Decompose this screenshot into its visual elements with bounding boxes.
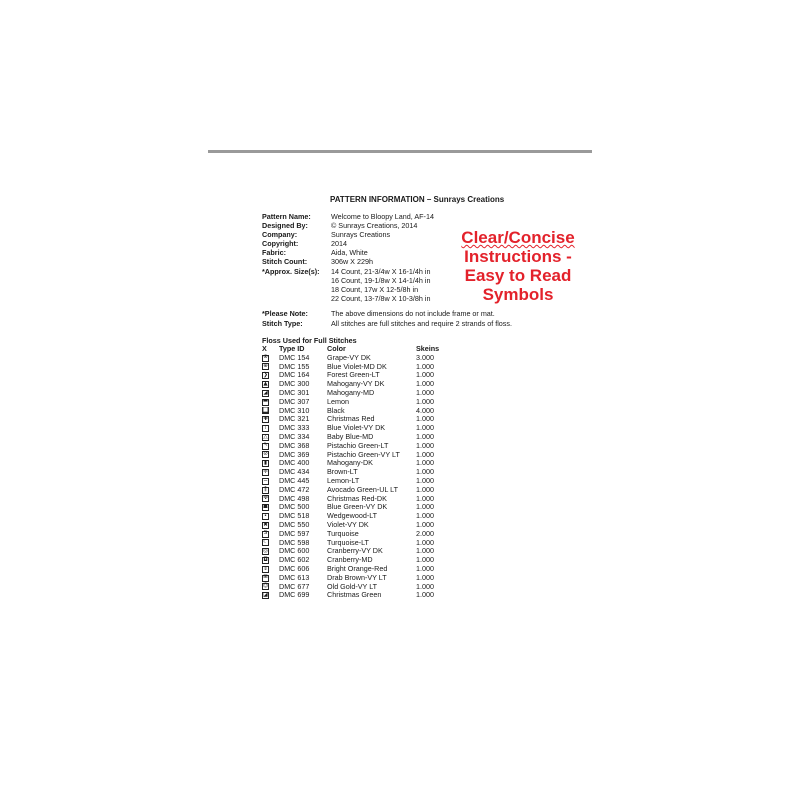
skeins-cell: 1.000 <box>416 493 434 503</box>
color-cell: Bright Orange-Red <box>327 563 388 573</box>
info-label: Stitch Count: <box>262 257 308 267</box>
stitch-symbol-icon: ⊕ <box>263 363 268 370</box>
skeins-cell: 1.000 <box>416 563 434 573</box>
color-cell: Christmas Red <box>327 414 375 424</box>
type-id-cell: DMC 310 <box>279 405 310 415</box>
note-value: All stitches are full stitches and require 2 strands of floss. <box>331 318 512 328</box>
stitch-symbol-icon: ⊗ <box>263 354 268 361</box>
type-id-cell: DMC 598 <box>279 537 310 547</box>
info-row <box>262 285 434 294</box>
symbol-cell <box>262 459 279 468</box>
skeins-cell: 3.000 <box>416 352 434 362</box>
skeins-cell: 1.000 <box>416 519 434 529</box>
info-label <box>262 285 331 294</box>
info-value: © Sunrays Creations, 2014 <box>331 221 418 231</box>
color-cell: Baby Blue-MD <box>327 431 374 441</box>
color-cell: Pistachio Green-VY LT <box>327 449 400 459</box>
stitch-symbol-icon: ◎ <box>263 547 268 554</box>
pattern-info <box>262 212 434 303</box>
skeins-cell: 1.000 <box>416 449 434 459</box>
skeins-cell: 2.000 <box>416 528 434 538</box>
symbol-cell <box>262 415 279 424</box>
symbol-cell <box>262 530 279 539</box>
skeins-cell: 1.000 <box>416 475 434 485</box>
stitch-symbol-icon: ◪ <box>262 591 269 598</box>
info-row <box>262 239 434 248</box>
top-divider <box>208 150 592 153</box>
info-row <box>262 276 434 285</box>
info-label: Company: <box>262 230 298 240</box>
symbol-cell <box>262 354 279 363</box>
skeins-cell: 1.000 <box>416 396 434 406</box>
note-row <box>262 319 512 329</box>
type-id-cell: DMC 445 <box>279 475 310 485</box>
skeins-cell: 4.000 <box>416 405 434 415</box>
floss-table <box>262 345 456 600</box>
info-value: Sunrays Creations <box>331 230 391 240</box>
skeins-cell: 1.000 <box>416 431 434 441</box>
symbol-cell <box>262 486 279 495</box>
note-label: *Please Note: <box>262 309 308 318</box>
color-cell: Turquoise-LT <box>327 537 369 547</box>
skeins-cell: 1.000 <box>416 502 434 512</box>
info-row <box>262 257 434 266</box>
symbol-cell <box>262 477 279 486</box>
color-cell: Blue Violet-VY DK <box>327 423 386 433</box>
type-id-cell: DMC 472 <box>279 484 310 494</box>
info-value: Welcome to Bloopy Land, AF-14 <box>331 212 434 221</box>
stitch-symbol-icon: ▬ <box>262 398 269 405</box>
info-label <box>262 276 331 285</box>
info-value: Aida, White <box>331 248 368 258</box>
type-id-cell: DMC 434 <box>279 467 310 477</box>
info-value: 2014 <box>331 239 347 249</box>
symbol-cell <box>262 442 279 451</box>
color-cell: Lemon-LT <box>327 475 360 485</box>
skeins-cell: 1.000 <box>416 546 434 556</box>
symbol-cell <box>262 389 279 398</box>
table-row <box>262 591 456 600</box>
symbol-cell <box>262 521 279 530</box>
stitch-symbol-icon: − <box>263 477 268 484</box>
skeins-cell: 1.000 <box>416 458 434 468</box>
stitch-symbol-icon: ‖ <box>262 487 269 494</box>
type-id-cell: DMC 606 <box>279 563 310 573</box>
info-row <box>262 212 434 221</box>
stitch-symbol-icon: ↖ <box>263 442 268 449</box>
info-label: Pattern Name: <box>262 212 311 221</box>
color-cell: Mahogany-MD <box>327 387 375 397</box>
color-cell: Cranberry-VY DK <box>327 546 383 556</box>
skeins-cell: 1.000 <box>416 572 434 582</box>
symbol-cell <box>262 424 279 433</box>
color-cell: Blue Green-VY DK <box>327 502 388 512</box>
header-skeins: Skeins <box>416 344 440 353</box>
type-id-cell: DMC 321 <box>279 414 310 424</box>
note-row <box>262 309 512 319</box>
color-cell: Black <box>327 405 345 415</box>
type-id-cell: DMC 613 <box>279 572 310 582</box>
info-label: Designed By: <box>262 221 308 231</box>
symbol-cell <box>262 363 279 372</box>
symbol-cell <box>262 574 279 583</box>
symbol-cell <box>262 539 279 548</box>
callout-line: Symbols <box>482 285 554 304</box>
type-id-cell: DMC 154 <box>279 352 310 362</box>
color-cell: Forest Green-LT <box>327 370 380 380</box>
color-cell: Cranberry-MD <box>327 555 373 565</box>
stitch-symbol-icon: ✜ <box>263 495 268 502</box>
page-title: PATTERN INFORMATION – Sunrays Creations <box>330 195 505 204</box>
symbol-cell <box>262 583 279 592</box>
type-id-cell: DMC 597 <box>279 528 310 538</box>
type-id-cell: DMC 368 <box>279 440 310 450</box>
info-row <box>262 294 434 303</box>
skeins-cell: 1.000 <box>416 370 434 380</box>
color-cell: Violet-VY DK <box>327 519 369 529</box>
type-id-cell: DMC 300 <box>279 379 310 389</box>
callout-line: Clear/Concise <box>461 228 575 247</box>
info-row <box>262 248 434 257</box>
stitch-symbol-icon: △ <box>263 433 268 440</box>
skeins-cell: 1.000 <box>416 387 434 397</box>
symbol-cell <box>262 512 279 521</box>
skeins-cell: 1.000 <box>416 379 434 389</box>
info-label <box>262 294 331 303</box>
type-id-cell: DMC 518 <box>279 511 310 521</box>
skeins-cell: 1.000 <box>416 361 434 371</box>
symbol-cell <box>262 371 279 380</box>
stitch-symbol-icon: ■ <box>262 407 269 414</box>
pattern-notes <box>262 309 512 328</box>
symbol-cell <box>262 503 279 512</box>
stitch-symbol-icon: S <box>263 530 268 537</box>
type-id-cell: DMC 155 <box>279 361 310 371</box>
color-cell: Christmas Green <box>327 590 382 600</box>
color-cell: Mahogany-VY DK <box>327 379 385 389</box>
stitch-symbol-icon: ▮ <box>263 460 268 466</box>
type-id-cell: DMC 677 <box>279 581 310 591</box>
type-id-cell: DMC 600 <box>279 546 310 556</box>
skeins-cell: 1.000 <box>416 440 434 450</box>
stitch-symbol-icon: • <box>263 512 268 519</box>
info-row <box>262 230 434 239</box>
symbol-cell <box>262 591 279 600</box>
color-cell: Avocado Green-UL LT <box>327 484 398 494</box>
symbol-cell <box>262 495 279 504</box>
symbol-cell <box>262 547 279 556</box>
stitch-symbol-icon: ❯ <box>263 372 268 379</box>
type-id-cell: DMC 400 <box>279 458 310 468</box>
skeins-cell: 1.000 <box>416 414 434 424</box>
symbol-cell <box>262 407 279 416</box>
info-value: 14 Count, 21-3/4w X 16-1/4h in <box>331 266 431 276</box>
color-cell: Pistachio Green-LT <box>327 440 389 450</box>
type-id-cell: DMC 333 <box>279 423 310 433</box>
color-cell: Grape-VY DK <box>327 352 371 362</box>
color-cell: Lemon <box>327 396 349 406</box>
skeins-cell: 1.000 <box>416 537 434 547</box>
stitch-symbol-icon: ⊞ <box>263 574 268 581</box>
callout-line: Instructions - <box>464 247 572 266</box>
stitch-symbol-icon: ☗ <box>263 503 268 510</box>
note-value: The above dimensions do not include frame or mat. <box>331 309 495 318</box>
note-label: Stitch Type: <box>262 318 303 328</box>
info-value: 306w X 229h <box>331 257 373 267</box>
symbol-cell <box>262 398 279 407</box>
type-id-cell: DMC 498 <box>279 493 310 503</box>
header-symbol: X <box>262 344 267 353</box>
stitch-symbol-icon: ◘ <box>263 556 268 563</box>
symbol-cell <box>262 433 279 442</box>
info-value: 18 Count, 17w X 12-5/8h in <box>331 284 419 294</box>
color-cell: Wedgewood-LT <box>327 511 378 521</box>
info-label: Copyright: <box>262 239 299 249</box>
skeins-cell: 1.000 <box>416 555 434 565</box>
stitch-symbol-icon: ✖ <box>263 521 268 528</box>
type-id-cell: DMC 307 <box>279 396 310 406</box>
type-id-cell: DMC 699 <box>279 590 310 600</box>
type-id-cell: DMC 500 <box>279 502 310 512</box>
skeins-cell: 1.000 <box>416 590 434 600</box>
color-cell: Blue Violet-MD DK <box>327 361 387 371</box>
symbol-cell <box>262 380 279 389</box>
header-type-id: Type ID <box>279 344 305 353</box>
stitch-symbol-icon: ✚ <box>263 416 268 423</box>
skeins-cell: 1.000 <box>416 467 434 477</box>
type-id-cell: DMC 301 <box>279 387 310 397</box>
info-label: *Approx. Size(s): <box>262 266 320 276</box>
color-cell: Old Gold-VY LT <box>327 581 378 591</box>
header-color: Color <box>327 344 346 353</box>
type-id-cell: DMC 369 <box>279 449 310 459</box>
stitch-symbol-icon: ▲ <box>263 380 268 387</box>
stitch-symbol-icon: ⁞ <box>262 425 269 432</box>
info-row <box>262 221 434 230</box>
stitch-symbol-icon: ◢ <box>263 389 268 396</box>
skeins-cell: 1.000 <box>416 511 434 521</box>
promo-callout <box>452 228 584 304</box>
symbol-cell <box>262 451 279 460</box>
color-cell: Mahogany-DK <box>327 458 373 468</box>
skeins-cell: 1.000 <box>416 581 434 591</box>
symbol-cell <box>262 468 279 477</box>
stitch-symbol-icon: ☺ <box>262 583 269 590</box>
info-value: 22 Count, 13-7/8w X 10-3/8h in <box>331 293 431 303</box>
info-value: 16 Count, 19-1/8w X 14-1/4h in <box>331 275 431 285</box>
info-row <box>262 267 434 276</box>
floss-rows <box>262 354 456 600</box>
floss-heading: Floss Used for Full Stitches <box>262 336 357 345</box>
symbol-cell <box>262 556 279 565</box>
type-id-cell: DMC 550 <box>279 519 310 529</box>
stitch-symbol-icon: ⊘ <box>263 451 268 458</box>
stitch-symbol-icon: ⇕ <box>263 565 268 572</box>
type-id-cell: DMC 334 <box>279 431 310 441</box>
stitch-symbol-icon: ☾ <box>263 539 268 546</box>
stitch-symbol-icon: ✛ <box>263 468 268 475</box>
type-id-cell: DMC 164 <box>279 370 310 380</box>
symbol-cell <box>262 565 279 574</box>
type-id-cell: DMC 602 <box>279 555 310 565</box>
color-cell: Turquoise <box>327 528 359 538</box>
skeins-cell: 1.000 <box>416 484 434 494</box>
color-cell: Drab Brown-VY LT <box>327 572 387 582</box>
callout-line: Easy to Read <box>464 266 572 285</box>
color-cell: Christmas Red-DK <box>327 493 387 503</box>
skeins-cell: 1.000 <box>416 423 434 433</box>
info-label: Fabric: <box>262 248 286 258</box>
color-cell: Brown-LT <box>327 467 358 477</box>
